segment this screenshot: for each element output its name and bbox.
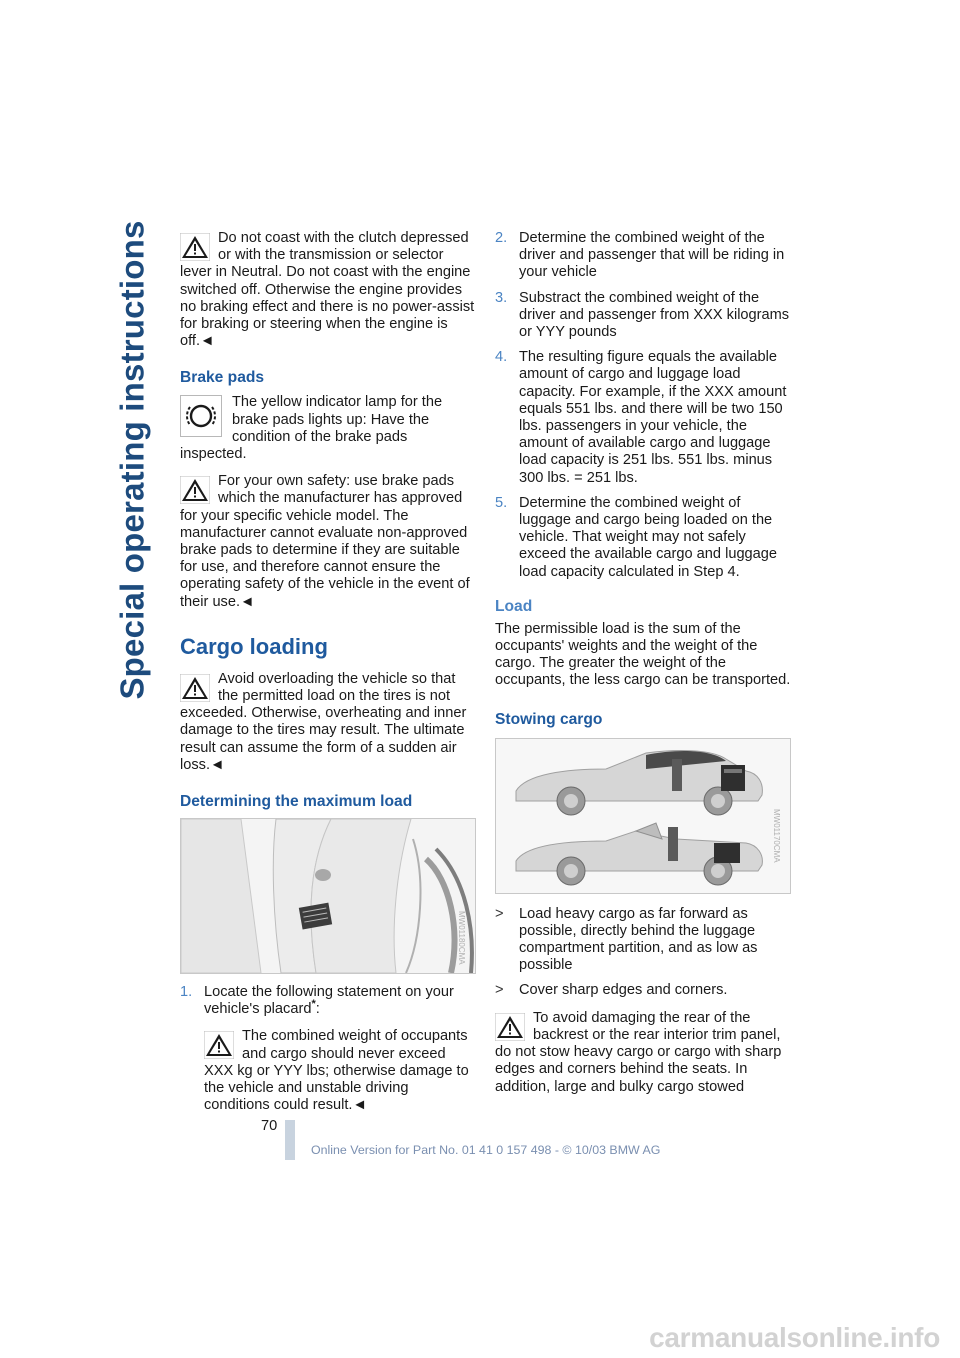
warning-triangle-icon [180,233,210,261]
list-item [495,495,791,581]
heading-cargo-loading: Cargo loading [180,633,328,659]
watermark: carmanualsonline.info [649,1322,940,1353]
bullet-text: Cover sharp edges and corners. [519,982,728,999]
list-item [495,906,791,975]
step-number: 3. [495,289,508,306]
door-pillar-illustration [181,819,475,973]
footer-part-number: Online Version for Part No. 01 41 0 157 498 - © 10/03 BMW AG [311,1143,661,1157]
page-number: 70 [261,1118,278,1134]
bullet-mark: > [495,905,504,922]
list-item [495,290,791,342]
step-number: 1. [180,984,193,1001]
stowing-cargo-figure [495,738,791,894]
warning-triangle-icon [204,1031,234,1059]
step-text: Substract the combined weight of the driver and passenger from XXX kilograms or YYY pounds [519,289,790,341]
steps-list-left [180,984,476,1018]
warning-coast [180,230,476,350]
figure-code: MW01180CMA [457,911,466,965]
step-text: Determine the combined weight of the driver and passenger that will be riding in your vehicle [519,230,785,281]
warning-rear-text: To avoid damaging the rear of the backrest or the rear interior trim panel, do not stow heavy cargo or cargo with sharp edges and corners behind the seats. In addition, large and bulky cargo stowed [495,1009,782,1095]
brake-pads-paragraph [180,394,476,463]
warning-coast-text: Do not coast with the clutch depressed or with the transmission or selector lever in Neutral. Do not coast with the engine switched off. Otherwise the engine provides no braking effect and there is no power-assist for braking or steering when the engine is off.◄ [180,230,475,350]
warning-cargo [180,671,476,774]
step-colon: : [315,1001,320,1018]
bullet-mark: > [495,982,504,999]
step-text: Locate the following statement on your vehicle's placard [204,984,454,1018]
left-column [180,230,476,1129]
list-item [495,982,791,999]
step-text: The resulting figure equals the available amount of cargo and luggage load capacity. For example, if the XXX amount equals 551 lbs. and there will be two 150 lbs. passengers in your vehicle, the amount of available cargo and luggage load capacity is 251 lbs. 551 lbs. minus 300 lbs. = 251 lbs. [519,349,787,486]
warning-combined-text: The combined weight of occupants and cargo should never exceed XXX kg or YYY lbs; otherwise damage to the vehicle and unstable driving conditions could result.◄ [204,1028,469,1114]
warning-combined-weight [204,1028,476,1114]
roadster-illustration [496,739,790,893]
brake-pad-indicator-icon [180,395,222,437]
list-item [180,984,476,1018]
step-number: 5. [495,494,508,511]
placard-location-figure [180,818,476,974]
bullet-text: Load heavy cargo as far forward as possible, directly behind the luggage compartment partition, and as low as possible [519,905,758,974]
footnote-star: * [311,998,316,1011]
heading-max-load: Determining the maximum load [180,793,413,811]
warning-triangle-icon [180,476,210,504]
step-text: Determine the combined weight of luggage and cargo being loaded on the vehicle. That weight may not safely exceed the available cargo and luggage load capacity calculated in Step 4. [519,494,778,580]
warning-brake-text: For your own safety: use brake pads which the manufacturer has approved for your specific vehicle model. The manufacturer cannot evaluate non-approved brake pads to determine if they are suitable for use, and therefore cannot ensure the operating safety of the vehicle in the event of their use.◄ [180,473,470,610]
step-number: 4. [495,349,508,366]
warning-cargo-text: Avoid overloading the vehicle so that the permitted load on the tires is not exceeded. Otherwise, overheating and inner damage to the tires may result. The ultimate result can assume the form of a sudden air loss.◄ [180,670,467,773]
heading-brake-pads: Brake pads [180,369,265,387]
heading-load: Load [495,597,533,615]
load-paragraph: The permissible load is the sum of the occupants' weights and the weight of the cargo. The greater the weight of the occupants, the less cargo can be transported. [495,620,791,689]
right-column [495,230,791,1110]
warning-triangle-icon [495,1013,525,1041]
list-item [495,230,791,282]
figure-code: MW01170CMA [772,808,781,863]
warning-rear [495,1010,791,1096]
side-section-title [108,220,158,700]
heading-stowing-cargo: Stowing cargo [495,710,603,728]
list-item [495,349,791,487]
steps-list-right [495,230,791,581]
brake-pads-text: The yellow indicator lamp for the brake pads lights up: Have the condition of the brake pads inspected. [180,394,443,463]
page-bar-divider [285,1120,295,1160]
bullet-list [495,906,791,1000]
warning-triangle-icon [180,674,210,702]
side-title-text: Special operating instructions [114,220,151,700]
step-number: 2. [495,230,508,246]
warning-brake [180,473,476,611]
